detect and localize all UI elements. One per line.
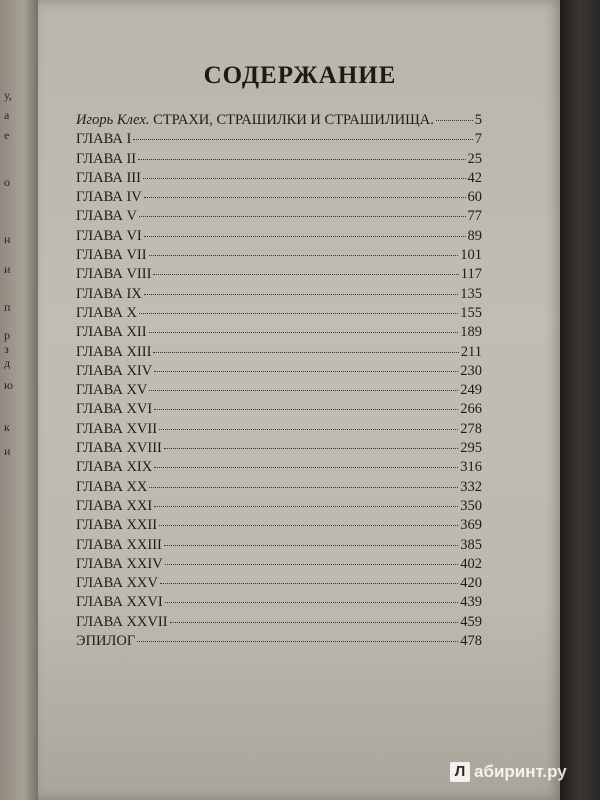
toc-entry [76, 228, 482, 247]
toc-entry-title-text: ГЛАВА IX [76, 285, 142, 302]
toc-entry-title-text: ГЛАВА XVI [76, 401, 153, 418]
toc-entry-title [76, 363, 152, 380]
toc-entry-title [76, 112, 434, 129]
dot-leader [144, 294, 458, 295]
toc-entry [76, 131, 482, 150]
page-title: СОДЕРЖАНИЕ [203, 62, 397, 89]
dot-leader [165, 564, 459, 565]
toc-entry-title-text: ГЛАВА III [76, 169, 141, 186]
toc-entry-title-text: ГЛАВА VII [76, 247, 147, 264]
toc-entry [76, 344, 482, 363]
toc-entry-title [76, 170, 141, 187]
toc-entry-page: 117 [460, 266, 482, 283]
toc-entry-title-text: ГЛАВА XXVII [76, 613, 168, 630]
toc-entry [76, 112, 482, 131]
toc-entry-page: 25 [467, 150, 482, 167]
dot-leader [165, 602, 459, 603]
dot-leader [159, 429, 458, 430]
toc-entry-title [76, 324, 147, 341]
adjacent-page-fragment: и [4, 444, 11, 458]
toc-entry-title [76, 440, 162, 457]
adjacent-page-fragment: к [4, 420, 10, 434]
dot-leader [149, 255, 459, 256]
toc-entry [76, 382, 482, 401]
toc-entry-title [76, 228, 142, 245]
toc-entry-page: 332 [460, 478, 482, 495]
dot-leader [138, 159, 465, 160]
toc-entry-title [76, 537, 162, 554]
dot-leader [153, 274, 458, 275]
adjacent-page-fragment: н [4, 232, 11, 246]
toc-entry-title [76, 305, 137, 322]
toc-entry [76, 614, 482, 633]
toc-entry-title-text: ЭПИЛОГ [76, 633, 136, 650]
toc-entry-page: 5 [474, 112, 482, 128]
toc-entry-title-text: ГЛАВА XIX [76, 459, 153, 476]
toc-entry-title [76, 459, 152, 476]
dot-leader [153, 352, 458, 353]
toc-entry-page: 155 [460, 304, 482, 321]
toc-entry-page: 230 [460, 362, 482, 379]
adjacent-page-fragment: е [4, 128, 10, 142]
toc-entry [76, 517, 482, 536]
toc-entry [76, 459, 482, 478]
toc-entry-page: 478 [460, 633, 482, 650]
toc-entry-title-text: ГЛАВА VIII [76, 266, 152, 283]
dot-leader [159, 525, 458, 526]
toc-entry-page: 89 [467, 227, 482, 244]
adjacent-page-fragment: и [4, 262, 11, 276]
toc-entry-page: 42 [467, 169, 482, 186]
adjacent-page-fragment: з [4, 342, 9, 356]
toc-entry-title-text: ГЛАВА XXIII [76, 536, 162, 553]
toc-entry-title [76, 498, 152, 515]
toc-entry [76, 266, 482, 285]
toc-entry-page: 135 [460, 285, 482, 302]
toc-entry-title-text: ГЛАВА XVIII [76, 440, 162, 457]
dot-leader [133, 139, 472, 140]
toc-entry [76, 575, 482, 594]
toc-entry-page: 249 [460, 382, 482, 399]
adjacent-page-fragment: а [4, 108, 10, 122]
dot-leader [164, 448, 458, 449]
toc-entry [76, 498, 482, 517]
toc-entry-title [76, 286, 142, 303]
adjacent-page-fragment: д [4, 356, 11, 370]
toc-entry [76, 556, 482, 575]
toc-entry-title-text: СТРАХИ, СТРАШИЛКИ И СТРАШИЛИЩА. [153, 112, 434, 128]
toc-entry-title-text: ГЛАВА IV [76, 189, 142, 206]
toc-entry-page: 77 [467, 208, 482, 225]
toc-entry-title [76, 401, 152, 418]
toc-entry-page: 459 [460, 613, 482, 630]
toc-entry-title-text: ГЛАВА XIV [76, 362, 153, 379]
toc-entry-title [76, 517, 157, 534]
adjacent-page-fragment: ю [4, 378, 13, 392]
toc-entry [76, 401, 482, 420]
toc-entry-title [76, 421, 157, 438]
labirint-logo-icon: Л [450, 762, 470, 782]
toc-entry-title [76, 382, 147, 399]
toc-entry-title [76, 266, 151, 283]
toc-entry-page: 316 [460, 459, 482, 476]
toc-entry-page: 211 [460, 343, 482, 360]
toc-entry-title [76, 556, 163, 573]
toc-entry-title [76, 479, 147, 496]
toc-entry [76, 537, 482, 556]
book-cover-edge [560, 0, 600, 800]
toc-entry [76, 189, 482, 208]
dot-leader [149, 332, 459, 333]
dot-leader [139, 216, 466, 217]
toc-entry [76, 440, 482, 459]
toc-entry-title-text: ГЛАВА XXIV [76, 555, 163, 572]
dot-leader [154, 506, 458, 507]
toc-entry [76, 170, 482, 189]
toc-entry-title-text: ГЛАВА XXVI [76, 594, 163, 611]
toc-entry-title-text: ГЛАВА II [76, 150, 137, 167]
toc-entry-title [76, 614, 168, 631]
adjacent-page-fragment: о [4, 175, 10, 189]
dot-leader [139, 313, 458, 314]
toc-entry-page: 7 [474, 131, 482, 148]
toc-entry-title-text: ГЛАВА VI [76, 227, 142, 244]
toc-entry-title-text: ГЛАВА XXV [76, 575, 158, 592]
adjacent-page-strip [0, 0, 40, 800]
dot-leader [143, 178, 466, 179]
toc-entry-page: 402 [460, 555, 482, 572]
dot-leader [149, 487, 458, 488]
toc-entry-page: 60 [467, 189, 482, 206]
toc-entry-title-text: ГЛАВА XII [76, 324, 147, 341]
toc-entry-page: 278 [460, 420, 482, 437]
dot-leader [137, 641, 458, 642]
dot-leader [436, 120, 473, 121]
toc-entry-title [76, 594, 163, 611]
dot-leader [160, 583, 458, 584]
toc-entry [76, 363, 482, 382]
toc-entry-page: 350 [460, 497, 482, 514]
toc-entry [76, 421, 482, 440]
toc-entry-page: 101 [460, 247, 482, 264]
toc-entry-page: 420 [460, 575, 482, 592]
toc-entry [76, 324, 482, 343]
toc-entry-title [76, 247, 147, 264]
toc-entry [76, 286, 482, 305]
dot-leader [154, 467, 458, 468]
toc-entry [76, 305, 482, 324]
toc-entry-title [76, 208, 137, 225]
toc-entry [76, 151, 482, 170]
toc-entry-page: 385 [460, 536, 482, 553]
toc-entry-title [76, 189, 142, 206]
toc-entry-title [76, 575, 158, 592]
dot-leader [144, 197, 466, 198]
toc-entry [76, 208, 482, 227]
toc-entry-page: 439 [460, 594, 482, 611]
toc-entry-title-text: ГЛАВА XXI [76, 497, 153, 514]
toc-entry-page: 369 [460, 517, 482, 534]
toc-entry-author: Игорь Клех. [76, 112, 150, 128]
toc-entry-title [76, 633, 135, 650]
dot-leader [144, 236, 466, 237]
toc-entry [76, 479, 482, 498]
toc-entry-page: 189 [460, 324, 482, 341]
adjacent-page-fragment: п [4, 300, 11, 314]
toc-entry-page: 266 [460, 401, 482, 418]
table-of-contents [76, 112, 482, 652]
toc-entry-page: 295 [460, 440, 482, 457]
dot-leader [149, 390, 458, 391]
toc-entry-title-text: ГЛАВА XV [76, 382, 148, 399]
toc-entry-title [76, 344, 151, 361]
watermark [450, 762, 567, 782]
toc-entry [76, 594, 482, 613]
toc-entry-title-text: ГЛАВА X [76, 304, 137, 321]
adjacent-page-fragment: р [4, 328, 10, 342]
toc-entry-title-text: ГЛАВА XX [76, 478, 148, 495]
toc-entry-title [76, 151, 136, 168]
adjacent-page-fragment: у, [4, 88, 12, 102]
toc-entry-title-text: ГЛАВА XIII [76, 343, 152, 360]
watermark-text: абиринт.ру [474, 762, 567, 781]
toc-entry-title-text: ГЛАВА V [76, 208, 137, 225]
toc-entry-title-text: ГЛАВА XVII [76, 420, 158, 437]
toc-entry [76, 633, 482, 652]
toc-entry-title-text: ГЛАВА I [76, 131, 132, 148]
toc-entry-title [76, 131, 131, 148]
dot-leader [154, 409, 458, 410]
dot-leader [170, 622, 459, 623]
dot-leader [154, 371, 458, 372]
dot-leader [164, 545, 458, 546]
toc-entry-title-text: ГЛАВА XXII [76, 517, 158, 534]
toc-entry [76, 247, 482, 266]
